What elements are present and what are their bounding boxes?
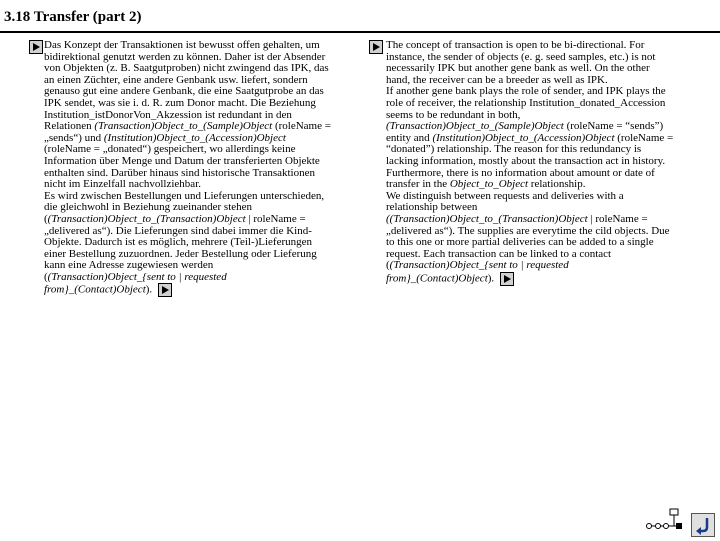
navigation-diagram-icon[interactable] [644,508,684,532]
english-paragraph-3: We distinguish between requests and deliveries with a relationship between ((Transaction)Object_to_(Transaction)Object | roleName = „delivered as“). The supplies are everytime the cild objects. Due to this one or more partial deliveries can be added to a single request. Each transaction can be linked to a contact ((Transaction)Object_{sent to | requested from}_(Contact)Object). [386,189,670,285]
german-paragraph-2: Es wird zwischen Bestellungen und Lieferungen unterschieden, die gleichwohl in Beziehung zueinander stehen ((Transaction)Object_to_(Transaction)Object | roleName = „delivered as“). Die Lieferungen sind dabei immer die Kind-Objekte. Dadurch ist es möglich, mehrere (Teil-)Lieferungen einer Bestellung zuzuordnen. Jeder Bestellung oder Lieferung kann eine Adresse zugewiesen werden ((Transaction)Object_{sent to | requested from}_(Contact)Object). [44,189,325,296]
back-button[interactable] [691,513,715,537]
page-title: 3.18 Transfer (part 2) [4,9,142,25]
english-paragraph-1: The concept of transaction is open to be bi-directional. For instance, the sender of objects (e. g. seed samples, etc.) is not necessarily IPK but another gene bank as well. On the other hand, the receiver can be a breeder as well as IPK. [386,39,656,86]
speaker-icon[interactable] [369,40,383,54]
english-paragraph-2: If another gene bank plays the role of sender, and IPK plays the role of receiver, the relationship Institution_donated_Accession seems to be redundant in both, (Transaction)Object_to_(Sample)Object (roleName = “sends”) entity and (Institution)Object_to_(Accession)Object (roleName = “donated”) relationship. The reason for this redundancy is lacking information, mostly about the transaction act in history. Furthermore, there is no information about amount or date of transfer in the Object_to_Object relationship. [386,85,674,191]
speaker-icon[interactable] [158,283,172,297]
german-paragraph-1: Das Konzept der Transaktionen ist bewusst offen gehalten, um bidirektional genutzt werden zu können. Daher ist der Absender von Objekten (z. B. Saatgutproben) nicht zwingend das IPK, das an einen Züchter, eine andere Genbank usw. liefert, sondern genauso gut eine andere Genbank, die eine Saatgutprobe an das IPK sendet, was sie i. d. R. zum Donor macht. Die Beziehung Institution_istDonorVon_Akzession ist redundant in den Relationen (Transaction)Object_to_(Sample)Object (roleName = „sends“) und (Institution)Object_to_(Accession)Object (roleName = „donated“) gespeichert, wo allerdings keine Information über Menge und Datum der transferierten Objekte enthalten sind. Darüber hinaus sind historische Transaktionen nicht im Einzelfall nachvollziehbar. [44,39,331,191]
english-text-column [386,40,676,286]
title-divider [0,31,720,33]
german-text-column [44,40,334,297]
speaker-icon[interactable] [29,40,43,54]
back-arrow-icon [692,514,714,536]
speaker-icon[interactable] [500,272,514,286]
